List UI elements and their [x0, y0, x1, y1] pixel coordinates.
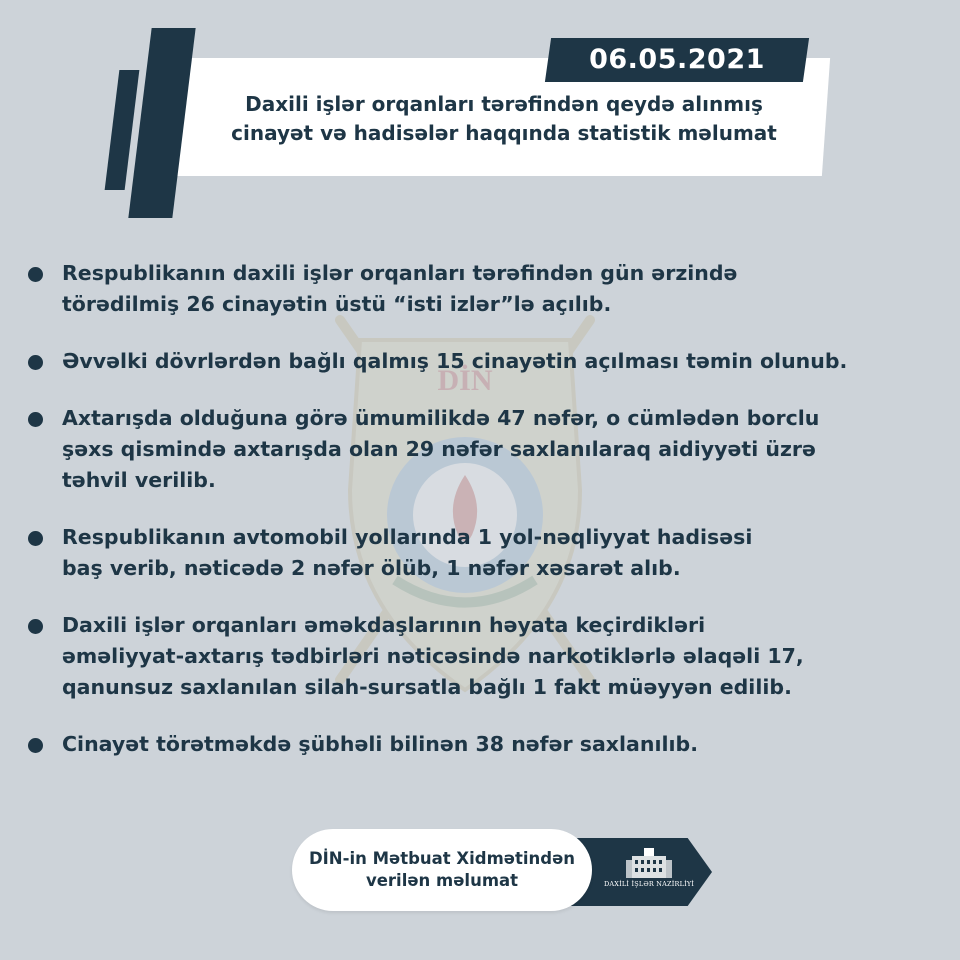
- footer-line-1: DİN-in Mətbuat Xidmətindən: [308, 849, 576, 868]
- bullet-icon: [28, 355, 43, 370]
- list-item-line: Cinayət törətməkdə şübhəli bilinən 38 nəfər saxlanılıb.: [62, 732, 699, 756]
- footer-line-2: verilən məlumat: [365, 871, 519, 890]
- watermark-text: DİN: [437, 364, 493, 397]
- statistics-list: [28, 258, 938, 760]
- list-item: [28, 522, 938, 584]
- date-label: 06.05.2021: [589, 44, 765, 75]
- list-item-line: təhvil verilib.: [62, 468, 216, 492]
- list-item-text: [62, 346, 938, 377]
- list-item-line: Daxili işlər orqanları əməkdaşlarının həyata keçirdikləri: [62, 613, 706, 637]
- list-item: [28, 729, 938, 760]
- list-item-line: Respublikanın daxili işlər orqanları tərəfindən gün ərzində: [62, 261, 738, 285]
- footer-source-text: [292, 848, 592, 892]
- bullet-icon: [28, 738, 43, 753]
- list-item-text: [62, 522, 938, 584]
- list-item: [28, 258, 938, 320]
- list-item-line: Əvvəlki dövrlərdən bağlı qalmış 15 cinayətin açılması təmin olunub.: [62, 349, 848, 373]
- page-title-line-2: cinayət və hadisələr haqqında statistik məlumat: [231, 121, 777, 145]
- logo-caption: DAXİLİ İŞLƏR NAZİRLİYİ: [604, 880, 695, 888]
- list-item-text: [62, 403, 938, 496]
- bullet-icon: [28, 619, 43, 634]
- list-item-line: Axtarışda olduğuna görə ümumilikdə 47 nəfər, o cümlədən borclu: [62, 406, 820, 430]
- list-item-text: [62, 258, 938, 320]
- list-item-text: [62, 610, 938, 703]
- bullet-icon: [28, 267, 43, 282]
- list-item-line: baş verib, nəticədə 2 nəfər ölüb, 1 nəfər xəsarət alıb.: [62, 556, 681, 580]
- page-title-line-1: Daxili işlər orqanları tərəfindən qeydə alınmış: [245, 92, 763, 116]
- list-item: [28, 403, 938, 496]
- list-item: [28, 346, 938, 377]
- list-item-line: qanunsuz saxlanılan silah-sursatla bağlı 1 fakt müəyyən edilib.: [62, 675, 792, 699]
- list-item-line: Respublikanın avtomobil yollarında 1 yol-nəqliyyat hadisəsi: [62, 525, 753, 549]
- list-item: [28, 610, 938, 703]
- bullet-icon: [28, 412, 43, 427]
- list-item-line: törədilmiş 26 cinayətin üstü “isti izlər”lə açılıb.: [62, 292, 612, 316]
- list-item-line: əməliyyat-axtarış tədbirləri nəticəsində narkotiklərlə əlaqəli 17,: [62, 644, 804, 668]
- list-item-line: şəxs qismində axtarışda olan 29 nəfər saxlanılaraq aidiyyəti üzrə: [62, 437, 816, 461]
- bullet-icon: [28, 531, 43, 546]
- list-item-text: [62, 729, 938, 760]
- page-title: [196, 90, 812, 148]
- ministry-building-icon: [604, 842, 694, 904]
